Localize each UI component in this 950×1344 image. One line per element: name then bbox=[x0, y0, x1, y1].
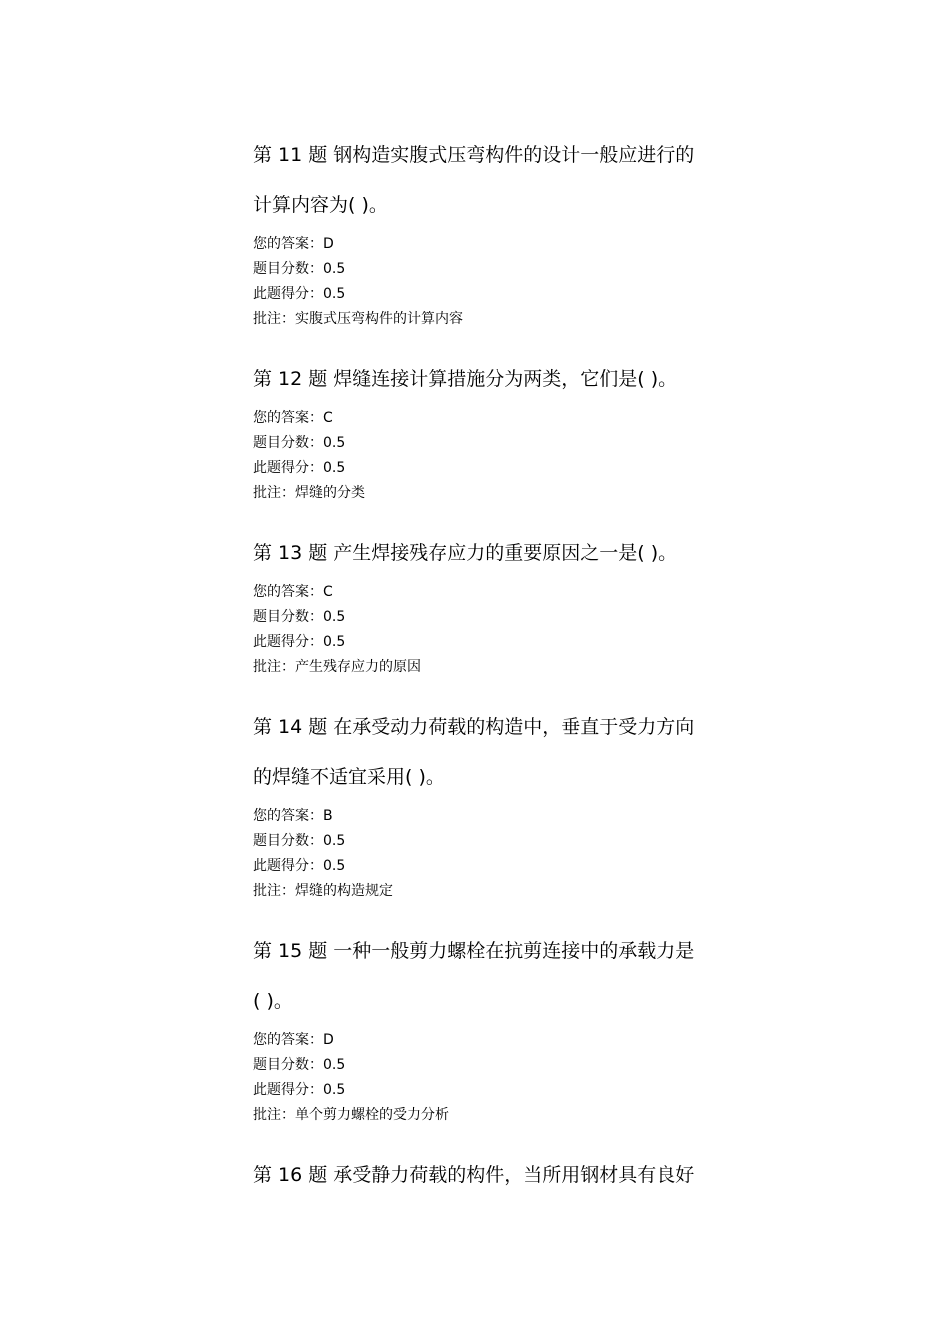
question-title bbox=[253, 130, 713, 180]
comment-line-label: 批注： bbox=[253, 883, 295, 899]
comment-line bbox=[253, 655, 713, 680]
answer-line bbox=[253, 580, 713, 605]
question-15 bbox=[253, 926, 713, 1128]
question-text: 焊缝连接计算措施分为两类，它们是( )。 bbox=[333, 368, 678, 390]
comment-line bbox=[253, 879, 713, 904]
comment-line-label: 批注： bbox=[253, 311, 295, 327]
question-12 bbox=[253, 354, 713, 506]
answer-line bbox=[253, 804, 713, 829]
question-16 bbox=[253, 1150, 713, 1200]
score-line-value: 0.5 bbox=[323, 1057, 346, 1073]
comment-line bbox=[253, 481, 713, 506]
score-line-value: 0.5 bbox=[323, 261, 346, 277]
answer-block bbox=[253, 406, 713, 506]
score-line bbox=[253, 431, 713, 456]
earned-line-value: 0.5 bbox=[323, 858, 346, 874]
score-line-value: 0.5 bbox=[323, 435, 346, 451]
earned-line-label: 此题得分： bbox=[253, 634, 323, 650]
comment-line-value: 焊缝的分类 bbox=[295, 485, 365, 501]
question-text: ( )。 bbox=[253, 990, 293, 1012]
comment-line bbox=[253, 307, 713, 332]
question-13 bbox=[253, 528, 713, 680]
answer-line-value: C bbox=[323, 410, 333, 426]
score-line-label: 题目分数： bbox=[253, 261, 323, 277]
question-text: 的焊缝不适宜采用( )。 bbox=[253, 766, 445, 788]
answer-line-value: D bbox=[323, 1032, 334, 1048]
question-title-continued bbox=[253, 752, 713, 802]
score-line-label: 题目分数： bbox=[253, 435, 323, 451]
earned-line-value: 0.5 bbox=[323, 460, 346, 476]
comment-line-label: 批注： bbox=[253, 659, 295, 675]
question-number: 第 15 题 bbox=[253, 940, 328, 962]
question-text: 一种一般剪力螺栓在抗剪连接中的承载力是 bbox=[333, 940, 695, 962]
question-title bbox=[253, 926, 713, 976]
score-line-label: 题目分数： bbox=[253, 1057, 323, 1073]
question-text: 产生焊接残存应力的重要原因之一是( )。 bbox=[333, 542, 678, 564]
earned-line-value: 0.5 bbox=[323, 286, 346, 302]
question-title-continued bbox=[253, 976, 713, 1026]
answer-line-label: 您的答案： bbox=[253, 584, 323, 600]
score-line bbox=[253, 257, 713, 282]
earned-line-value: 0.5 bbox=[323, 1082, 346, 1098]
answer-line bbox=[253, 406, 713, 431]
question-text: 钢构造实腹式压弯构件的设计一般应进行的 bbox=[333, 144, 695, 166]
earned-line bbox=[253, 456, 713, 481]
earned-line-label: 此题得分： bbox=[253, 286, 323, 302]
answer-block bbox=[253, 1028, 713, 1128]
answer-block bbox=[253, 580, 713, 680]
score-line-label: 题目分数： bbox=[253, 609, 323, 625]
comment-line-label: 批注： bbox=[253, 485, 295, 501]
question-title bbox=[253, 702, 713, 752]
question-number: 第 13 题 bbox=[253, 542, 328, 564]
question-title bbox=[253, 528, 713, 578]
question-title bbox=[253, 354, 713, 404]
earned-line bbox=[253, 630, 713, 655]
answer-line-value: B bbox=[323, 808, 333, 824]
earned-line-label: 此题得分： bbox=[253, 1082, 323, 1098]
question-text: 计算内容为( )。 bbox=[253, 194, 388, 216]
answer-line bbox=[253, 1028, 713, 1053]
answer-line-label: 您的答案： bbox=[253, 236, 323, 252]
question-number: 第 16 题 bbox=[253, 1164, 328, 1186]
answer-block bbox=[253, 804, 713, 904]
question-11 bbox=[253, 130, 713, 332]
earned-line-value: 0.5 bbox=[323, 634, 346, 650]
score-line-value: 0.5 bbox=[323, 609, 346, 625]
answer-line-label: 您的答案： bbox=[253, 808, 323, 824]
answer-line-value: C bbox=[323, 584, 333, 600]
question-title bbox=[253, 1150, 713, 1200]
question-number: 第 12 题 bbox=[253, 368, 328, 390]
score-line bbox=[253, 829, 713, 854]
earned-line-label: 此题得分： bbox=[253, 858, 323, 874]
score-line bbox=[253, 605, 713, 630]
earned-line bbox=[253, 1078, 713, 1103]
question-number: 第 14 题 bbox=[253, 716, 328, 738]
score-line-label: 题目分数： bbox=[253, 833, 323, 849]
comment-line-value: 产生残存应力的原因 bbox=[295, 659, 421, 675]
question-title-continued bbox=[253, 180, 713, 230]
earned-line bbox=[253, 282, 713, 307]
answer-line-label: 您的答案： bbox=[253, 410, 323, 426]
comment-line bbox=[253, 1103, 713, 1128]
score-line-value: 0.5 bbox=[323, 833, 346, 849]
earned-line-label: 此题得分： bbox=[253, 460, 323, 476]
comment-line-label: 批注： bbox=[253, 1107, 295, 1123]
answer-block bbox=[253, 232, 713, 332]
question-text: 承受静力荷载的构件，当所用钢材具有良好 bbox=[333, 1164, 695, 1186]
answer-line bbox=[253, 232, 713, 257]
question-number: 第 11 题 bbox=[253, 144, 328, 166]
question-14 bbox=[253, 702, 713, 904]
answer-line-value: D bbox=[323, 236, 334, 252]
score-line bbox=[253, 1053, 713, 1078]
comment-line-value: 实腹式压弯构件的计算内容 bbox=[295, 311, 463, 327]
document-page bbox=[253, 130, 713, 1222]
answer-line-label: 您的答案： bbox=[253, 1032, 323, 1048]
earned-line bbox=[253, 854, 713, 879]
question-text: 在承受动力荷载的构造中，垂直于受力方向 bbox=[333, 716, 695, 738]
comment-line-value: 单个剪力螺栓的受力分析 bbox=[295, 1107, 449, 1123]
comment-line-value: 焊缝的构造规定 bbox=[295, 883, 393, 899]
